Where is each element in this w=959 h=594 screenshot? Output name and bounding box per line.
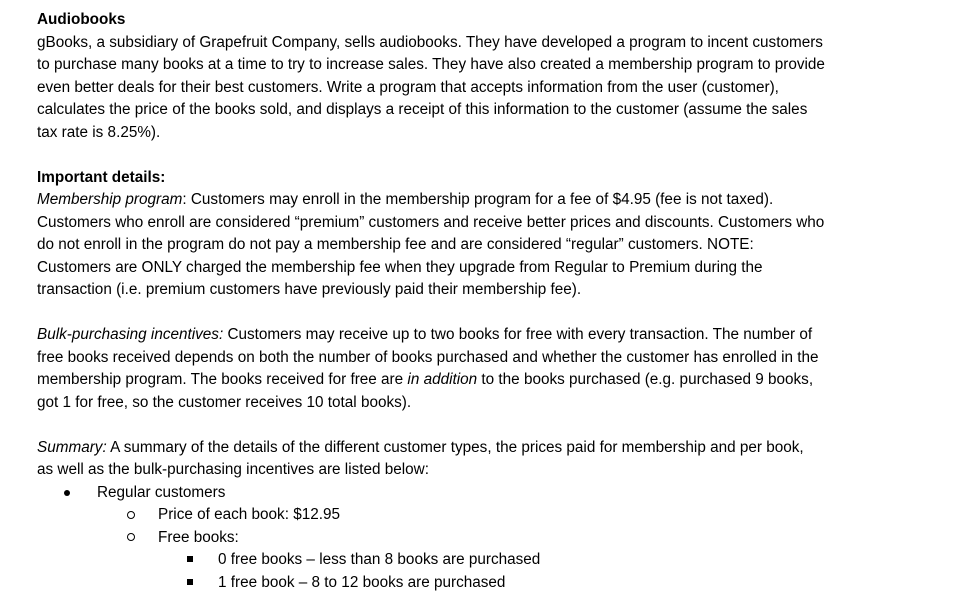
intro-line: even better deals for their best customers. Write a program that accepts information from the user (customer), xyxy=(37,77,959,100)
list-item xyxy=(37,482,959,505)
membership-line: do not enroll in the program do not pay a membership fee and are considered “regular” customers. NOTE: xyxy=(37,234,959,257)
bulk-text: to the books purchased (e.g. purchased 9 books, xyxy=(477,371,813,388)
summary-line xyxy=(37,437,959,460)
summary-text: A summary of the details of the different customer types, the prices paid for membership and per book, xyxy=(107,439,804,456)
summary-label: Summary: xyxy=(37,439,107,456)
list-item xyxy=(37,572,959,594)
bulk-text: Customers may receive up to two books for free with every transaction. The number of xyxy=(223,326,812,343)
bulk-line: free books received depends on both the number of books purchased and whether the customer has enrolled in the xyxy=(37,347,959,370)
intro-line: tax rate is 8.25%). xyxy=(37,122,959,145)
bulk-paragraph xyxy=(37,324,959,414)
bulk-label: Bulk-purchasing incentives: xyxy=(37,326,223,343)
membership-line: transaction (i.e. premium customers have previously paid their membership fee). xyxy=(37,279,959,302)
bulk-line xyxy=(37,324,959,347)
spacer xyxy=(37,302,959,325)
bullet-square-icon xyxy=(187,572,193,594)
bullet-square-icon xyxy=(187,549,193,572)
membership-line: Customers are ONLY charged the membership fee when they upgrade from Regular to Premium during the xyxy=(37,257,959,280)
bullet-circle-icon xyxy=(127,504,135,527)
list-item-label: Free books: xyxy=(158,529,239,546)
intro-line: calculates the price of the books sold, and displays a receipt of this information to the customer (assume the sales xyxy=(37,99,959,122)
bulk-line: got 1 for free, so the customer receives 10 total books). xyxy=(37,392,959,415)
membership-paragraph xyxy=(37,189,959,302)
summary-paragraph xyxy=(37,437,959,482)
intro-line: to purchase many books at a time to try to increase sales. They have also created a membership program to provide xyxy=(37,54,959,77)
summary-line: as well as the bulk-purchasing incentives are listed below: xyxy=(37,459,959,482)
spacer xyxy=(37,144,959,167)
membership-label: Membership program xyxy=(37,191,182,208)
bullet-circle-icon xyxy=(127,527,135,550)
list-item-label: 1 free book – 8 to 12 books are purchased xyxy=(218,574,505,591)
details-heading: Important details: xyxy=(37,167,959,190)
bulk-line xyxy=(37,369,959,392)
list-item-label: 0 free books – less than 8 books are purchased xyxy=(218,551,540,568)
intro-line: gBooks, a subsidiary of Grapefruit Company, sells audiobooks. They have developed a program to incent customers xyxy=(37,32,959,55)
list-item-label: Price of each book: $12.95 xyxy=(158,506,340,523)
bullet-dot-icon xyxy=(64,482,70,505)
list-item xyxy=(37,549,959,572)
list-item-label: Regular customers xyxy=(97,484,225,501)
membership-line: Customers who enroll are considered “premium” customers and receive better prices and discounts. Customers who xyxy=(37,212,959,235)
list-item xyxy=(37,527,959,550)
membership-text: : Customers may enroll in the membership program for a fee of $4.95 (fee is not taxed). xyxy=(182,191,773,208)
bulk-text: membership program. The books received for free are xyxy=(37,371,407,388)
intro-paragraph xyxy=(37,32,959,145)
spacer xyxy=(37,414,959,437)
membership-line xyxy=(37,189,959,212)
list-item xyxy=(37,504,959,527)
bulk-emphasis: in addition xyxy=(407,371,477,388)
document-title: Audiobooks xyxy=(37,9,959,32)
summary-list xyxy=(37,482,959,594)
